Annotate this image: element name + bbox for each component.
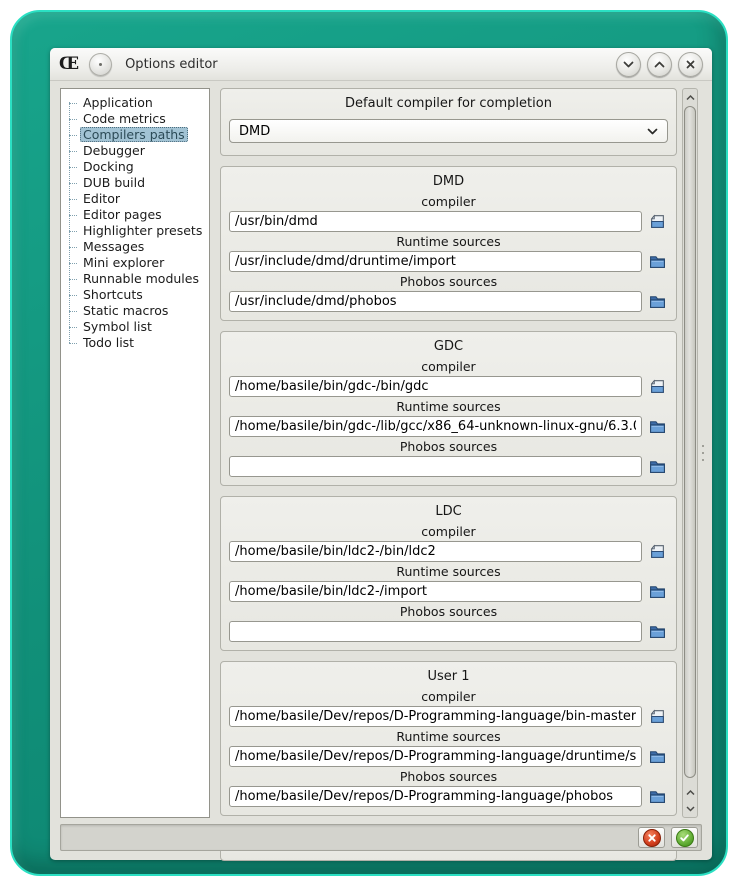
sidebar-item-editor[interactable] bbox=[61, 191, 209, 207]
chevron-down-icon bbox=[647, 128, 658, 135]
sidebar-item-label: Debugger bbox=[83, 143, 145, 158]
browse-button[interactable] bbox=[646, 457, 668, 477]
group-fields bbox=[229, 687, 668, 807]
body-area bbox=[50, 80, 712, 826]
sidebar-item-label: Messages bbox=[83, 239, 145, 254]
sidebar-item-dub-build[interactable] bbox=[61, 175, 209, 191]
coedit-logo-icon: Œ bbox=[59, 53, 79, 74]
browse-button[interactable] bbox=[646, 622, 668, 642]
compiler-group-ldc bbox=[220, 496, 677, 651]
file-icon bbox=[649, 378, 666, 395]
group-title: User 1 bbox=[427, 669, 470, 684]
browse-button[interactable] bbox=[646, 417, 668, 437]
group-title: GDC bbox=[433, 339, 464, 354]
field-label: compiler bbox=[421, 689, 476, 704]
path-field bbox=[229, 192, 668, 232]
path-input[interactable] bbox=[229, 581, 642, 602]
field-label: Runtime sources bbox=[396, 399, 501, 414]
statusbar bbox=[60, 824, 702, 851]
sidebar-item-editor-pages[interactable] bbox=[61, 207, 209, 223]
sidebar-item-label: Editor bbox=[83, 191, 120, 206]
compiler-group-user-1 bbox=[220, 661, 677, 816]
path-input[interactable] bbox=[229, 456, 642, 477]
folder-icon bbox=[649, 623, 666, 640]
path-field bbox=[229, 687, 668, 727]
sidebar-item-code-metrics[interactable] bbox=[61, 111, 209, 127]
browse-button[interactable] bbox=[646, 377, 668, 397]
folder-icon bbox=[649, 418, 666, 435]
path-field bbox=[229, 357, 668, 397]
compiler-group-dmd bbox=[220, 166, 677, 321]
sidebar-item-application[interactable] bbox=[61, 95, 209, 111]
field-label: Runtime sources bbox=[396, 234, 501, 249]
path-input[interactable] bbox=[229, 291, 642, 312]
browse-button[interactable] bbox=[646, 707, 668, 727]
settings-panel bbox=[220, 88, 698, 818]
sidebar-item-label: Static macros bbox=[83, 303, 169, 318]
path-field bbox=[229, 272, 668, 312]
sidebar bbox=[60, 88, 210, 818]
chevron-down-icon bbox=[686, 806, 695, 812]
browse-button[interactable] bbox=[646, 292, 668, 312]
folder-icon bbox=[649, 788, 666, 805]
default-compiler-group bbox=[220, 88, 677, 156]
chevron-down-icon bbox=[623, 61, 634, 68]
path-input[interactable] bbox=[229, 746, 642, 767]
sidebar-item-docking[interactable] bbox=[61, 159, 209, 175]
browse-button[interactable] bbox=[646, 582, 668, 602]
accept-button[interactable] bbox=[671, 827, 698, 848]
scroll-view bbox=[220, 88, 677, 818]
sidebar-item-label: Runnable modules bbox=[83, 271, 199, 286]
field-label: compiler bbox=[421, 359, 476, 374]
chevron-up-icon bbox=[686, 790, 695, 796]
maximize-button[interactable] bbox=[647, 52, 672, 77]
path-field bbox=[229, 767, 668, 807]
sidebar-item-compilers-paths[interactable] bbox=[61, 127, 209, 143]
sidebar-item-label: Compilers paths bbox=[80, 127, 188, 142]
sidebar-item-shortcuts[interactable] bbox=[61, 287, 209, 303]
folder-icon bbox=[649, 583, 666, 600]
folder-icon bbox=[649, 458, 666, 475]
field-label: Phobos sources bbox=[399, 274, 498, 289]
group-title: DMD bbox=[432, 174, 465, 189]
cancel-button[interactable] bbox=[638, 827, 665, 848]
field-label: Phobos sources bbox=[399, 439, 498, 454]
folder-icon bbox=[649, 253, 666, 270]
minimize-button[interactable] bbox=[616, 52, 641, 77]
close-button[interactable] bbox=[678, 52, 703, 77]
sidebar-list bbox=[61, 95, 209, 351]
close-icon bbox=[686, 60, 695, 69]
sidebar-item-label: Application bbox=[83, 95, 153, 110]
compiler-group-gdc bbox=[220, 331, 677, 486]
sidebar-item-highlighter-presets[interactable] bbox=[61, 223, 209, 239]
path-field bbox=[229, 522, 668, 562]
path-field bbox=[229, 562, 668, 602]
sidebar-item-label: Editor pages bbox=[83, 207, 162, 222]
sidebar-item-label: Code metrics bbox=[83, 111, 166, 126]
window-frame bbox=[10, 10, 728, 876]
field-label: Phobos sources bbox=[399, 604, 498, 619]
window-menu-button[interactable] bbox=[89, 53, 112, 76]
path-field bbox=[229, 437, 668, 477]
scrollbar-thumb[interactable] bbox=[684, 106, 696, 778]
field-label: compiler bbox=[421, 194, 476, 209]
titlebar bbox=[50, 48, 712, 81]
sidebar-item-label: Shortcuts bbox=[83, 287, 143, 302]
group-fields bbox=[229, 357, 668, 477]
browse-button[interactable] bbox=[646, 542, 668, 562]
selected-compiler: DMD bbox=[239, 123, 271, 139]
path-field bbox=[229, 232, 668, 272]
window-title: Options editor bbox=[125, 56, 218, 72]
path-input[interactable] bbox=[229, 621, 642, 642]
sidebar-item-debugger[interactable] bbox=[61, 143, 209, 159]
field-label: Phobos sources bbox=[399, 769, 498, 784]
field-label: Runtime sources bbox=[396, 729, 501, 744]
file-icon bbox=[649, 213, 666, 230]
path-field bbox=[229, 602, 668, 642]
group-fields bbox=[229, 522, 668, 642]
path-input[interactable] bbox=[229, 786, 642, 807]
browse-button[interactable] bbox=[646, 252, 668, 272]
sidebar-item-static-macros[interactable] bbox=[61, 303, 209, 319]
sidebar-item-label: DUB build bbox=[83, 175, 146, 190]
browse-button[interactable] bbox=[646, 212, 668, 232]
path-input[interactable] bbox=[229, 251, 642, 272]
sidebar-item-messages[interactable] bbox=[61, 239, 209, 255]
sidebar-item-symbol-list[interactable] bbox=[61, 319, 209, 335]
sidebar-item-todo-list[interactable] bbox=[61, 335, 209, 351]
green-check-icon bbox=[676, 829, 694, 847]
vertical-scrollbar[interactable] bbox=[682, 88, 698, 818]
path-input[interactable] bbox=[229, 376, 642, 397]
sidebar-item-label: Highlighter presets bbox=[83, 223, 203, 238]
red-cross-icon bbox=[643, 829, 661, 847]
path-input[interactable] bbox=[229, 211, 642, 232]
sidebar-item-label: Docking bbox=[83, 159, 134, 174]
field-label: compiler bbox=[421, 524, 476, 539]
sidebar-item-label: Mini explorer bbox=[83, 255, 165, 270]
sidebar-item-mini-explorer[interactable] bbox=[61, 255, 209, 271]
scroll-up-button-secondary[interactable] bbox=[683, 785, 697, 800]
path-field bbox=[229, 397, 668, 437]
splitter-grip[interactable] bbox=[700, 88, 705, 818]
scroll-up-button[interactable] bbox=[683, 90, 697, 105]
chevron-up-icon bbox=[654, 61, 665, 68]
path-input[interactable] bbox=[229, 706, 642, 727]
file-icon bbox=[649, 543, 666, 560]
sidebar-item-label: Symbol list bbox=[83, 319, 152, 334]
path-field bbox=[229, 727, 668, 767]
scroll-down-button[interactable] bbox=[683, 801, 697, 816]
options-editor-window bbox=[50, 48, 712, 860]
chevron-up-icon bbox=[686, 95, 695, 101]
sidebar-item-runnable-modules[interactable] bbox=[61, 271, 209, 287]
default-compiler-select[interactable] bbox=[229, 119, 668, 143]
group-title: Default compiler for completion bbox=[345, 96, 552, 111]
group-fields bbox=[229, 192, 668, 312]
browse-button[interactable] bbox=[646, 787, 668, 807]
path-input[interactable] bbox=[229, 541, 642, 562]
path-input[interactable] bbox=[229, 416, 642, 437]
browse-button[interactable] bbox=[646, 747, 668, 767]
group-title: LDC bbox=[435, 504, 462, 519]
folder-icon bbox=[649, 748, 666, 765]
field-label: Runtime sources bbox=[396, 564, 501, 579]
groups-container bbox=[220, 166, 677, 861]
file-icon bbox=[649, 708, 666, 725]
sidebar-item-label: Todo list bbox=[83, 335, 135, 350]
folder-icon bbox=[649, 293, 666, 310]
